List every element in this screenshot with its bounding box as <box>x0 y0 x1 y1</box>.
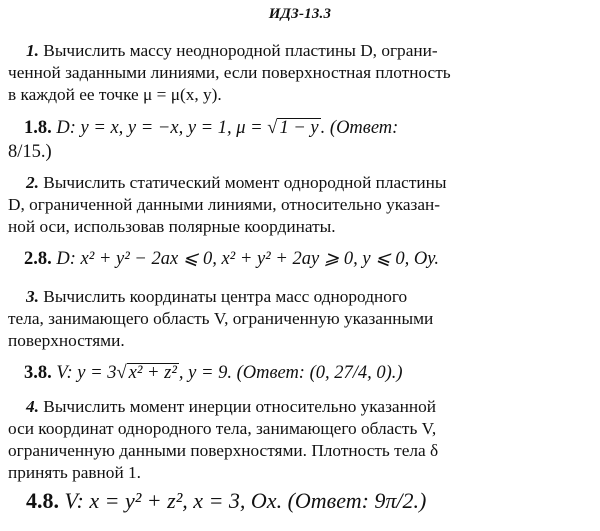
sqrt-symbol: √ 1 − y <box>267 118 319 138</box>
task-2-line-3: ной оси, использовав полярные координаты. <box>8 217 336 236</box>
task-4-line-4: принять равной 1. <box>8 463 141 482</box>
task-4-line-1: Вычислить момент инерции относительно указанной <box>43 397 436 416</box>
task-2-number: 2. <box>26 173 39 192</box>
task-3-line-3: поверхностями. <box>8 331 125 350</box>
problem-4-8-number: 4.8. <box>26 488 59 513</box>
task-3-text <box>8 286 588 352</box>
problem-1-8-formula: D: y = x, y = −x, y = 1, μ = <box>56 118 268 138</box>
task-1-number: 1. <box>26 41 39 60</box>
task-2-line-2: D, ограниченной данными линиями, относительно указан- <box>8 195 441 214</box>
problem-1-8 <box>24 116 590 140</box>
problem-2-8 <box>24 247 590 271</box>
page-title: ИДЗ-13.3 <box>268 6 332 22</box>
problem-4-8-formula: V: x = y² + z², x = 3, Ox. (Ответ: 9π/2.) <box>64 488 427 513</box>
task-4-line-2: оси координат однородного тела, занимающего область V, <box>8 419 437 438</box>
problem-4-8 <box>26 487 592 515</box>
sqrt-symbol: √ x² + z² <box>116 363 177 383</box>
task-4-line-3: ограниченную данными поверхностями. Плотность тела δ <box>8 441 439 460</box>
problem-3-8-sqrt-content: x² + z² <box>128 363 177 383</box>
problem-3-8-formula-start: V: y = 3 <box>56 363 117 383</box>
task-1-line-2: ченной заданными линиями, если поверхностная плотность <box>8 63 451 82</box>
task-3-line-1: Вычислить координаты центра масс однородного <box>43 287 408 306</box>
task-4-number: 4. <box>26 397 39 416</box>
task-3-line-2: тела, занимающего область V, ограниченную указанными <box>8 309 434 328</box>
task-4-text <box>8 396 588 484</box>
problem-1-8-sqrt-content: 1 − y <box>279 118 319 138</box>
problem-3-8 <box>24 361 590 385</box>
problem-1-8-answer-label: . (Ответ: <box>320 118 399 138</box>
task-2-text <box>8 172 588 238</box>
task-3-number: 3. <box>26 287 39 306</box>
task-1-line-1: Вычислить массу неоднородной пластины D, ограни- <box>43 41 438 60</box>
task-1-text <box>8 40 588 106</box>
problem-2-8-formula: D: x² + y² − 2ax ⩽ 0, x² + y² + 2ay ⩾ 0, y ⩽ 0, Oy. <box>56 249 440 269</box>
problem-2-8-number: 2.8. <box>24 249 52 269</box>
task-1-line-3: в каждой ее точке μ = μ(x, y). <box>8 85 222 104</box>
problem-3-8-formula-end: , y = 9. (Ответ: (0, 27/4, 0).) <box>178 363 403 383</box>
problem-1-8-number: 1.8. <box>24 118 52 138</box>
problem-1-8-answer: 8/15.) <box>8 142 52 162</box>
task-2-line-1: Вычислить статический момент однородной пластины <box>43 173 447 192</box>
problem-3-8-number: 3.8. <box>24 363 52 383</box>
